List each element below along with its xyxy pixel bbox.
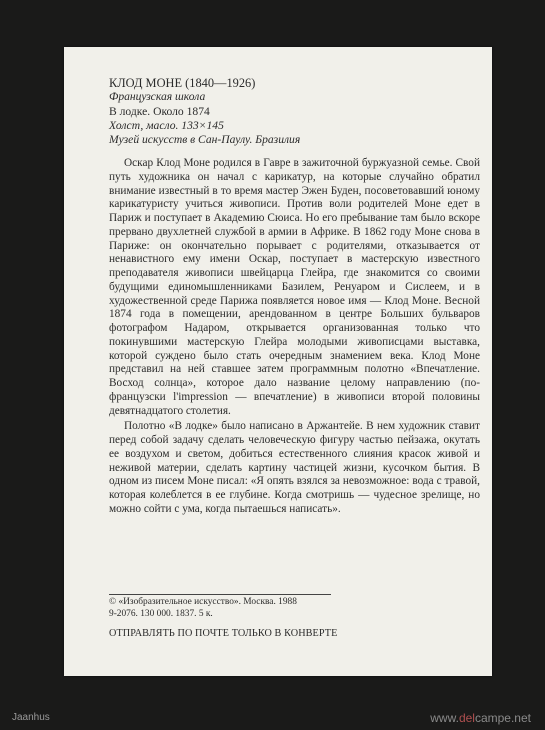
logo-prefix: www. <box>430 711 459 725</box>
artist-line <box>109 76 479 90</box>
watermark-user: Jaanhus <box>12 712 50 723</box>
paragraph-painting: Полотно «В лодке» было написано в Аржантейе. В нем художник ставит перед собой задачу сделать человеческую фигуру частью пейзажа, окутать ее воздухом и светом, добиться естественного слияния красок живой и неживой материи, сделать картину частицей жизни, кусочком бытия. В одном из писем Моне писал: «Я опять взялся за невозможное: вода с травой, которая колеблется в ее глубине. Когда смотришь — чудесное зрелище, но можно сойти с ума, когда пытаешься написать». <box>109 420 480 515</box>
print-codes: 9-2076. 130 000. 1837. 5 к. <box>109 608 213 619</box>
mail-notice: ОТПРАВЛЯТЬ ПО ПОЧТЕ ТОЛЬКО В КОНВЕРТЕ <box>109 628 338 639</box>
artwork-title: В лодке. Около 1874 <box>109 104 210 118</box>
museum: Музей искусств в Сан-Паулу. Бразилия <box>109 133 301 147</box>
artist-name: КЛОД МОНЕ <box>109 76 183 90</box>
postcard-back <box>64 47 492 676</box>
biography-text <box>109 157 480 517</box>
school: Французская школа <box>109 90 206 104</box>
publisher-line: © «Изобразительное искусство». Москва. 1988 <box>109 597 297 607</box>
divider <box>109 594 331 595</box>
imprint <box>109 597 297 621</box>
artwork-caption <box>109 76 479 147</box>
logo-suffix: campe.net <box>474 711 531 725</box>
artwork-medium: Холст, масло. 133×145 <box>109 118 224 132</box>
logo-accent: del <box>458 711 475 725</box>
paragraph-biography: Оскар Клод Моне родился в Гавре в зажиточной буржуазной семье. Свой путь художника он начал с карикатур, на которые случайно обратил внимание известный в то время мастер Эжен Буден, посоветовавший юному карикатуристу учиться живописи. Против воли родителей Моне едет в Париж и поступает в Академию Сюиса. Но его пребывание там было вскоре прервано двухлетней службой в армии в Африке. В 1862 году Моне снова в Париже: он окончательно порывает с родителями, отказывается от ненавистного ему имени Оскар, поступает в мастерскую известного преподавателя живописи швейцарца Глейра, где знакомится со своими будущими единомышленниками Базилем, Ренуаром и Сислеем, и в художественной среде Парижа появляется новое имя — Клод Моне. Весной 1874 года в помещении, арендованном в центре Больших бульваров фотографом Надаром, открывается организованная только что покинувшими мастерскую Глейра молодыми живописцами выставка, которой суждено было стать очередным знамением века. Клод Моне представил на ней ставшее затем программным полотно «Впечатление. Восход солнца», которое дало название целому направлению (по-французски l'impression — впечатление) в живописи второй половины девятнадцатого столетия. <box>109 157 480 417</box>
delcampe-logo <box>430 711 531 725</box>
artist-years: (1840—1926) <box>185 76 256 90</box>
